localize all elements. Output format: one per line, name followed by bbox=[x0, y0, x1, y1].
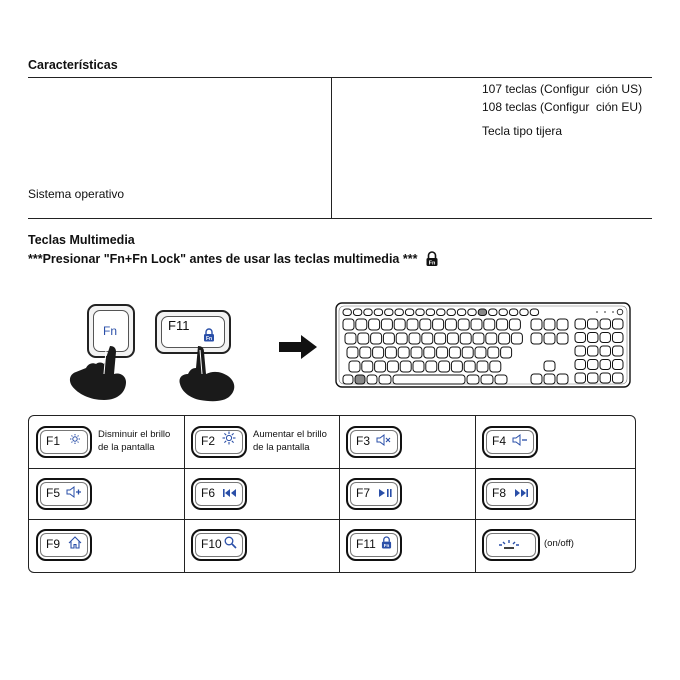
keycap bbox=[375, 361, 386, 372]
pointing-hand-icon bbox=[66, 344, 134, 407]
keycap bbox=[484, 319, 495, 330]
keycap bbox=[379, 375, 391, 384]
key-f5 bbox=[36, 478, 92, 510]
keycap bbox=[409, 333, 420, 344]
keycap bbox=[439, 361, 450, 372]
table-row-divider bbox=[29, 468, 635, 469]
backlight-key bbox=[482, 529, 540, 561]
keycap bbox=[343, 319, 354, 330]
keycap bbox=[464, 361, 475, 372]
key-label: F6 bbox=[201, 486, 216, 500]
keycap bbox=[360, 347, 371, 358]
keycap bbox=[499, 309, 507, 316]
key-label: F11 bbox=[356, 537, 376, 551]
keycap bbox=[575, 319, 586, 329]
keycap bbox=[387, 361, 398, 372]
features-line-us: 107 teclas (Configur ción US) bbox=[482, 82, 643, 96]
right-arrow-icon bbox=[279, 335, 317, 364]
keyboard-illustration bbox=[335, 302, 631, 393]
keycap bbox=[369, 319, 380, 330]
fn-lock-icon bbox=[381, 536, 392, 554]
key-description: (on/off) bbox=[544, 538, 574, 549]
keycap bbox=[600, 333, 611, 343]
keycap bbox=[497, 319, 508, 330]
keycap bbox=[347, 347, 358, 358]
keycap bbox=[557, 319, 568, 330]
keycap bbox=[575, 346, 586, 356]
keycap bbox=[495, 375, 507, 384]
keycap bbox=[544, 374, 555, 384]
keycap bbox=[486, 333, 497, 344]
brightness-down-icon bbox=[68, 432, 82, 451]
keycap bbox=[544, 361, 555, 371]
volume-down-icon bbox=[512, 433, 528, 451]
keycap bbox=[509, 309, 517, 316]
features-line-scissor: Tecla tipo tijera bbox=[482, 124, 563, 138]
keycap bbox=[490, 361, 501, 372]
table-col-divider bbox=[339, 416, 340, 572]
features-divider bbox=[331, 77, 332, 218]
keycap bbox=[437, 309, 445, 316]
svg-text:Fn: Fn bbox=[383, 543, 390, 549]
keycap bbox=[613, 373, 624, 383]
keycap bbox=[355, 375, 365, 384]
keycap bbox=[416, 309, 424, 316]
mute-icon bbox=[376, 433, 392, 451]
keycap bbox=[422, 333, 433, 344]
brightness-up-icon bbox=[221, 430, 237, 451]
features-os-label: Sistema operativo bbox=[28, 187, 125, 201]
keycap bbox=[477, 361, 488, 372]
key-f8 bbox=[482, 478, 538, 510]
keycap bbox=[383, 333, 394, 344]
keycap bbox=[385, 347, 396, 358]
keycap bbox=[420, 319, 431, 330]
key-f11 bbox=[346, 529, 402, 561]
multimedia-instruction: ***Presionar "Fn+Fn Lock" antes de usar las teclas multimedia *** bbox=[28, 252, 418, 266]
pointing-hand-icon-2 bbox=[176, 344, 244, 407]
keycap bbox=[600, 373, 611, 383]
volume-up-icon bbox=[66, 485, 82, 503]
keycap bbox=[467, 375, 479, 384]
keycap bbox=[445, 319, 456, 330]
keycap bbox=[374, 309, 382, 316]
next-track-icon bbox=[514, 485, 528, 503]
keycap bbox=[447, 333, 458, 344]
keycap bbox=[588, 333, 599, 343]
search-icon bbox=[224, 536, 237, 554]
keycap bbox=[437, 347, 448, 358]
keycap bbox=[358, 333, 369, 344]
keycap bbox=[457, 309, 465, 316]
key-label: F5 bbox=[46, 486, 61, 500]
keycap bbox=[343, 375, 353, 384]
features-top-rule bbox=[28, 77, 652, 78]
key-f4 bbox=[482, 426, 538, 458]
key-label: F8 bbox=[492, 486, 507, 500]
keycap bbox=[511, 333, 522, 344]
table-col-divider bbox=[184, 416, 185, 572]
fn-lock-icon bbox=[425, 251, 439, 272]
key-f3 bbox=[346, 426, 402, 458]
keycap bbox=[588, 346, 599, 356]
keycap bbox=[426, 309, 434, 316]
keycap bbox=[531, 374, 542, 384]
keycap bbox=[588, 360, 599, 370]
keycap bbox=[471, 319, 482, 330]
keycap bbox=[398, 347, 409, 358]
svg-text:Fn: Fn bbox=[428, 260, 436, 267]
keycap bbox=[473, 333, 484, 344]
keycap bbox=[458, 319, 469, 330]
keycap bbox=[460, 333, 471, 344]
f11-key-label: F11 bbox=[168, 318, 190, 333]
keycap bbox=[613, 346, 624, 356]
keycap bbox=[405, 309, 413, 316]
keycap bbox=[451, 361, 462, 372]
key-f1 bbox=[36, 426, 92, 458]
indicator-dot bbox=[612, 311, 614, 313]
keycap bbox=[449, 347, 460, 358]
keycap bbox=[345, 333, 356, 344]
keycap bbox=[353, 309, 361, 316]
keycap bbox=[356, 319, 367, 330]
keycap bbox=[385, 309, 393, 316]
table-row-divider bbox=[29, 519, 635, 520]
keycap bbox=[499, 333, 510, 344]
features-title: Características bbox=[28, 58, 118, 72]
table-col-divider bbox=[475, 416, 476, 572]
keycap bbox=[349, 361, 360, 372]
keycap bbox=[481, 375, 493, 384]
key-f9 bbox=[36, 529, 92, 561]
key-description: de la pantalla bbox=[98, 442, 155, 453]
keycap bbox=[613, 333, 624, 343]
keycap bbox=[613, 319, 624, 329]
key-label: F9 bbox=[46, 537, 61, 551]
keycap bbox=[600, 346, 611, 356]
keycap bbox=[531, 319, 542, 330]
keycap bbox=[462, 347, 473, 358]
keycap bbox=[588, 373, 599, 383]
keycap bbox=[367, 375, 377, 384]
indicator-dot bbox=[604, 311, 606, 313]
multimedia-title: Teclas Multimedia bbox=[28, 233, 135, 247]
keycap bbox=[557, 374, 568, 384]
keycap bbox=[544, 333, 555, 344]
keycap bbox=[488, 347, 499, 358]
keycap bbox=[468, 309, 476, 316]
keycap bbox=[575, 360, 586, 370]
keycap bbox=[520, 309, 528, 316]
key-label: F3 bbox=[356, 434, 371, 448]
keycap bbox=[489, 309, 497, 316]
key-description: de la pantalla bbox=[253, 442, 310, 453]
home-icon bbox=[68, 536, 82, 554]
keycap bbox=[395, 309, 403, 316]
keycap bbox=[588, 319, 599, 329]
keycap bbox=[364, 309, 372, 316]
previous-track-icon bbox=[223, 485, 237, 503]
keycap bbox=[407, 319, 418, 330]
keycap bbox=[362, 361, 373, 372]
keycap bbox=[447, 309, 455, 316]
keycap bbox=[575, 333, 586, 343]
key-label: F2 bbox=[201, 434, 216, 448]
keycap bbox=[394, 319, 405, 330]
svg-text:Fn: Fn bbox=[205, 336, 213, 342]
key-f2 bbox=[191, 426, 247, 458]
keycap bbox=[501, 347, 512, 358]
keycap bbox=[600, 360, 611, 370]
key-label: F4 bbox=[492, 434, 507, 448]
keycap bbox=[509, 319, 520, 330]
keycap bbox=[544, 319, 555, 330]
key-label: F7 bbox=[356, 486, 371, 500]
key-f6 bbox=[191, 478, 247, 510]
keycap bbox=[530, 309, 538, 316]
fn-key-label: Fn bbox=[103, 324, 118, 338]
keycap bbox=[400, 361, 411, 372]
keycap bbox=[557, 333, 568, 344]
key-description: Aumentar el brillo bbox=[253, 429, 327, 440]
keycap bbox=[433, 319, 444, 330]
keycap bbox=[613, 360, 624, 370]
keycap bbox=[373, 347, 384, 358]
features-line-eu: 108 teclas (Configur ción EU) bbox=[482, 100, 643, 114]
key-label: F1 bbox=[46, 434, 61, 448]
keycap bbox=[381, 319, 392, 330]
keycap bbox=[600, 319, 611, 329]
key-description: Disminuir el brillo bbox=[98, 429, 171, 440]
indicator-dot bbox=[596, 311, 598, 313]
keycap bbox=[478, 309, 486, 316]
key-f7 bbox=[346, 478, 402, 510]
backlight-icon bbox=[494, 538, 524, 556]
key-label: F10 bbox=[201, 537, 222, 551]
keycap bbox=[575, 373, 586, 383]
features-bottom-rule bbox=[28, 218, 652, 219]
keycap bbox=[396, 333, 407, 344]
keycap bbox=[531, 333, 542, 344]
play-pause-icon bbox=[378, 485, 392, 503]
keycap bbox=[435, 333, 446, 344]
function-keys-table bbox=[28, 415, 636, 573]
keycap bbox=[343, 309, 351, 316]
keycap bbox=[426, 361, 437, 372]
keycap bbox=[424, 347, 435, 358]
keycap bbox=[371, 333, 382, 344]
keycap bbox=[413, 361, 424, 372]
keycap bbox=[411, 347, 422, 358]
spacebar bbox=[393, 375, 465, 384]
keycap bbox=[475, 347, 486, 358]
key-f10 bbox=[191, 529, 247, 561]
